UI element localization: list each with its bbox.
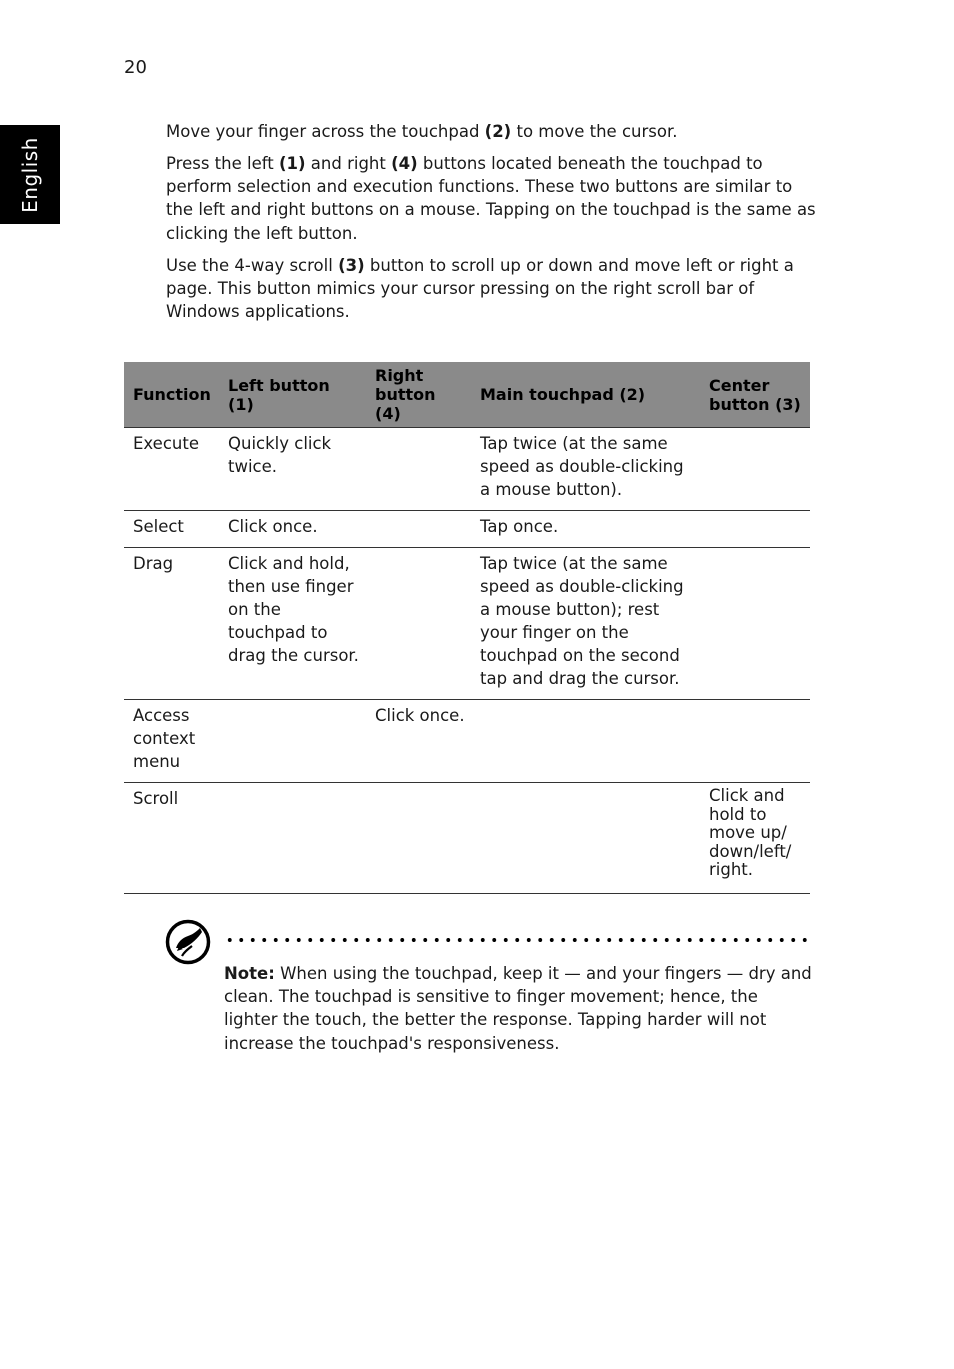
table-row [124, 428, 810, 511]
bold-ref: (3) [338, 256, 365, 275]
header-function: Function [124, 362, 219, 428]
text-run: buttons located beneath the touchpad to perform selection and execution functions. These two buttons are similar to the left and right buttons on a mouse. Tapping on the touchpad is the same as clicking the left button. [166, 154, 816, 243]
note-label: Note: [224, 964, 275, 983]
table-cell [700, 511, 810, 548]
table-cell: Execute [124, 428, 219, 511]
paragraph-move-cursor [166, 120, 816, 143]
table-cell: Select [124, 511, 219, 548]
table-cell: Tap twice (at the same speed as double-clicking a mouse button); rest your finger on the touchpad on the second tap and drag the cursor. [471, 548, 700, 700]
bold-ref: (4) [391, 154, 418, 173]
header-main-touchpad: Main touchpad (2) [471, 362, 700, 428]
touchpad-function-table [124, 362, 810, 894]
language-label: English [18, 137, 42, 213]
table-cell: Click and hold, then use finger on the touchpad to drag the cursor. [219, 548, 366, 700]
table-cell [700, 428, 810, 511]
text-run: and right [305, 154, 392, 173]
note-body: When using the touchpad, keep it — and your fingers — dry and clean. The touchpad is sensitive to finger movement; hence, the lighter the touch, the better the response. Tapping harder will not increase the touchpad's responsiveness. [224, 964, 812, 1053]
header-left-button: Left button (1) [219, 362, 366, 428]
table-row [124, 700, 810, 783]
table-cell: Click and hold to move up/ down/left/ right. [700, 783, 810, 894]
table-cell [700, 548, 810, 700]
table-row [124, 548, 810, 700]
header-right-button: Right button (4) [366, 362, 471, 428]
table-header-row [124, 362, 810, 428]
table-cell: Click once. [366, 700, 471, 783]
page-number: 20 [124, 57, 147, 78]
table-cell [700, 700, 810, 783]
table-cell: Tap twice (at the same speed as double-clicking a mouse button). [471, 428, 700, 511]
header-center-button: Center button (3) [700, 362, 810, 428]
table-cell: Tap once. [471, 511, 700, 548]
table-cell: Click once. [219, 511, 366, 548]
text-run: Use the 4-way scroll [166, 256, 339, 275]
table-cell [219, 700, 366, 783]
table-cell: Scroll [124, 783, 219, 894]
table-cell: Quickly click twice. [219, 428, 366, 511]
bold-ref: (1) [278, 154, 306, 173]
paragraph-scroll [166, 254, 816, 324]
table-cell [471, 700, 700, 783]
table-cell: Drag [124, 548, 219, 700]
table-cell [366, 548, 471, 700]
text-run: Move your finger across the touchpad [166, 122, 485, 141]
note-pen-icon [164, 918, 212, 966]
note-text [224, 962, 814, 1055]
table-cell: Access context menu [124, 700, 219, 783]
paragraph-buttons [166, 152, 816, 245]
note-divider [224, 938, 810, 942]
table-row [124, 511, 810, 548]
text-run: Press the left [166, 154, 279, 173]
table-cell [366, 428, 471, 511]
text-run: button to scroll up or down and move left or right a page. This button mimics your cursor pressing on the right scroll bar of Windows applications. [166, 256, 794, 322]
table-cell [366, 511, 471, 548]
table-cell [219, 783, 366, 894]
bold-ref: (2) [484, 122, 512, 141]
table-row [124, 783, 810, 894]
text-run: to move the cursor. [511, 122, 678, 141]
language-side-tab [0, 125, 60, 224]
table-cell [471, 783, 700, 894]
table-cell [366, 783, 471, 894]
